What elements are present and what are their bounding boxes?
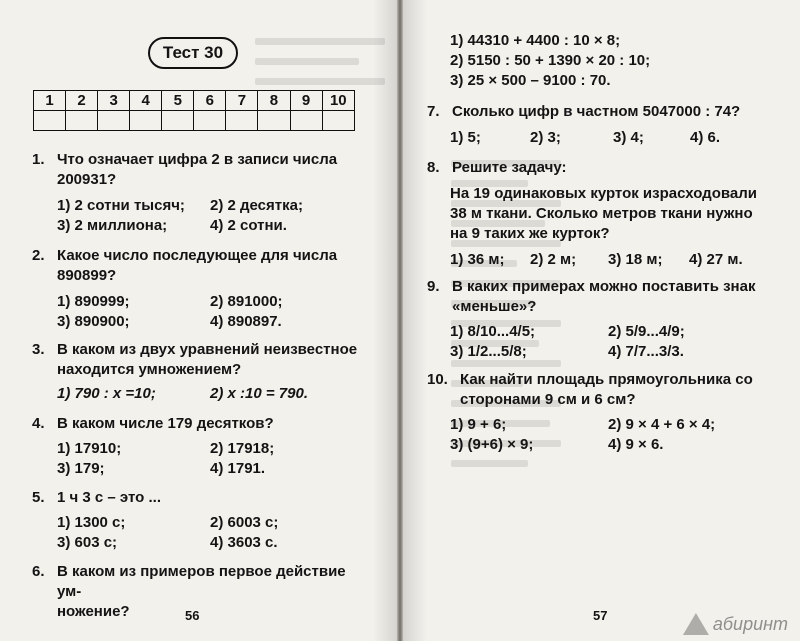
option[interactable]: 3) 179; bbox=[57, 460, 105, 477]
right-page bbox=[403, 0, 800, 641]
option[interactable]: 2) 2 м; bbox=[530, 251, 577, 268]
answer-cell[interactable] bbox=[226, 111, 258, 131]
grid-cell: 1 bbox=[34, 91, 66, 111]
answer-grid-blank-row bbox=[34, 111, 355, 131]
question-2 bbox=[32, 246, 372, 286]
option[interactable]: 3) 890900; bbox=[57, 313, 130, 330]
question-number: 2. bbox=[32, 247, 45, 264]
option[interactable]: 4) 890897. bbox=[210, 313, 282, 330]
question-number: 5. bbox=[32, 489, 45, 506]
option[interactable]: 1) 2 сотни тысяч; bbox=[57, 197, 185, 214]
option[interactable]: 4) 9 × 6. bbox=[608, 436, 664, 453]
watermark bbox=[683, 613, 788, 635]
grid-cell: 9 bbox=[290, 91, 322, 111]
answer-grid-header bbox=[34, 91, 355, 111]
answer-cell[interactable] bbox=[130, 111, 162, 131]
question-number: 7. bbox=[427, 103, 440, 120]
question-text: В каком числе 179 десятков? bbox=[57, 415, 274, 432]
option[interactable]: 3) 1/2...5/8; bbox=[450, 343, 527, 360]
grid-cell: 8 bbox=[258, 91, 290, 111]
test-title: Тест 30 bbox=[148, 37, 238, 69]
option[interactable]: 2) x :10 = 790. bbox=[210, 385, 308, 402]
problem-text: 38 м ткани. Сколько метров ткани нужно bbox=[450, 205, 753, 222]
gutter-shadow bbox=[403, 0, 427, 641]
option[interactable]: 4) 1791. bbox=[210, 460, 266, 477]
question-4 bbox=[32, 414, 372, 434]
option[interactable]: 2) 3; bbox=[530, 129, 561, 146]
option[interactable]: 4) 2 сотни. bbox=[210, 217, 287, 234]
grid-cell: 4 bbox=[130, 91, 162, 111]
option[interactable]: 1) 36 м; bbox=[450, 251, 505, 268]
answer-cell[interactable] bbox=[34, 111, 66, 131]
answer-cell[interactable] bbox=[322, 111, 354, 131]
option[interactable]: 4) 7/7...3/3. bbox=[608, 343, 684, 360]
question-text: В каких примерах можно поставить знак bbox=[452, 278, 756, 295]
problem-text: на 9 таких же курток? bbox=[450, 225, 610, 242]
question-text: сторонами 9 см и 6 см? bbox=[460, 391, 636, 408]
question-10 bbox=[427, 370, 797, 410]
grid-cell: 6 bbox=[194, 91, 226, 111]
question-3 bbox=[32, 340, 372, 380]
question-text: Сколько цифр в частном 5047000 : 74? bbox=[452, 103, 741, 120]
answer-cell[interactable] bbox=[98, 111, 130, 131]
option[interactable]: 2) 2 десятка; bbox=[210, 197, 303, 214]
option[interactable]: 3) 25 × 500 – 9100 : 70. bbox=[450, 72, 611, 89]
question-text: Что означает цифра 2 в записи числа bbox=[57, 151, 338, 168]
question-number: 1. bbox=[32, 151, 45, 168]
option[interactable]: 3) 2 миллиона; bbox=[57, 217, 168, 234]
question-7 bbox=[427, 102, 787, 122]
option[interactable]: 1) 5; bbox=[450, 129, 481, 146]
option[interactable]: 2) 6003 с; bbox=[210, 514, 279, 531]
grid-cell: 7 bbox=[226, 91, 258, 111]
question-8 bbox=[427, 158, 787, 178]
question-1 bbox=[32, 150, 372, 190]
question-text: В каком из примеров первое действие ум- bbox=[57, 563, 346, 600]
question-number: 9. bbox=[427, 278, 440, 295]
answer-cell[interactable] bbox=[162, 111, 194, 131]
option[interactable]: 2) 9 × 4 + 6 × 4; bbox=[608, 416, 716, 433]
page-number: 56 bbox=[185, 608, 200, 623]
question-text: Решите задачу: bbox=[452, 159, 567, 176]
option[interactable]: 1) 17910; bbox=[57, 440, 122, 457]
page-number: 57 bbox=[593, 608, 608, 623]
question-text: находится умножением? bbox=[57, 361, 242, 378]
option[interactable]: 1) 44310 + 4400 : 10 × 8; bbox=[450, 32, 621, 49]
option[interactable]: 2) 5150 : 50 + 1390 × 20 : 10; bbox=[450, 52, 651, 69]
option[interactable]: 2) 5/9...4/9; bbox=[608, 323, 685, 340]
grid-cell: 10 bbox=[322, 91, 354, 111]
option[interactable]: 3) 18 м; bbox=[608, 251, 663, 268]
question-text: Как найти площадь прямоугольника со bbox=[460, 371, 753, 388]
labyrinth-logo-icon bbox=[683, 613, 709, 635]
option[interactable]: 2) 891000; bbox=[210, 293, 283, 310]
option[interactable]: 1) 890999; bbox=[57, 293, 130, 310]
answer-cell[interactable] bbox=[290, 111, 322, 131]
question-number: 10. bbox=[427, 371, 448, 388]
option[interactable]: 3) 4; bbox=[613, 129, 644, 146]
question-text: 890899? bbox=[57, 267, 117, 284]
question-5 bbox=[32, 488, 372, 508]
answer-cell[interactable] bbox=[258, 111, 290, 131]
question-text: ножение? bbox=[57, 603, 130, 620]
option[interactable]: 4) 6. bbox=[690, 129, 721, 146]
question-text: 1 ч 3 с – это ... bbox=[57, 489, 161, 506]
problem-text: На 19 одинаковых курток израсходовали bbox=[450, 185, 757, 202]
option[interactable]: 3) 603 с; bbox=[57, 534, 118, 551]
option[interactable]: 1) 1300 с; bbox=[57, 514, 126, 531]
question-6 bbox=[32, 562, 372, 622]
option[interactable]: 3) (9+6) × 9; bbox=[450, 436, 534, 453]
option[interactable]: 4) 3603 с. bbox=[210, 534, 278, 551]
grid-cell: 5 bbox=[162, 91, 194, 111]
grid-cell: 3 bbox=[98, 91, 130, 111]
watermark-text: абиринт bbox=[712, 613, 788, 634]
question-number: 6. bbox=[32, 563, 45, 580]
question-text: В каком из двух уравнений неизвестное bbox=[57, 341, 358, 358]
option[interactable]: 2) 17918; bbox=[210, 440, 275, 457]
option[interactable]: 4) 27 м. bbox=[689, 251, 743, 268]
question-text: 200931? bbox=[57, 171, 117, 188]
left-page bbox=[0, 0, 397, 641]
question-number: 4. bbox=[32, 415, 45, 432]
answer-cell[interactable] bbox=[66, 111, 98, 131]
option[interactable]: 1) 790 : x =10; bbox=[57, 385, 156, 402]
grid-cell: 2 bbox=[66, 91, 98, 111]
answer-grid bbox=[33, 90, 355, 131]
answer-cell[interactable] bbox=[194, 111, 226, 131]
question-number: 8. bbox=[427, 159, 440, 176]
option[interactable]: 1) 9 + 6; bbox=[450, 416, 507, 433]
question-text: «меньше»? bbox=[452, 298, 537, 315]
question-9 bbox=[427, 277, 787, 317]
bleed-through bbox=[255, 38, 385, 98]
question-text: Какое число последующее для числа bbox=[57, 247, 338, 264]
option[interactable]: 1) 8/10...4/5; bbox=[450, 323, 536, 340]
question-number: 3. bbox=[32, 341, 45, 358]
